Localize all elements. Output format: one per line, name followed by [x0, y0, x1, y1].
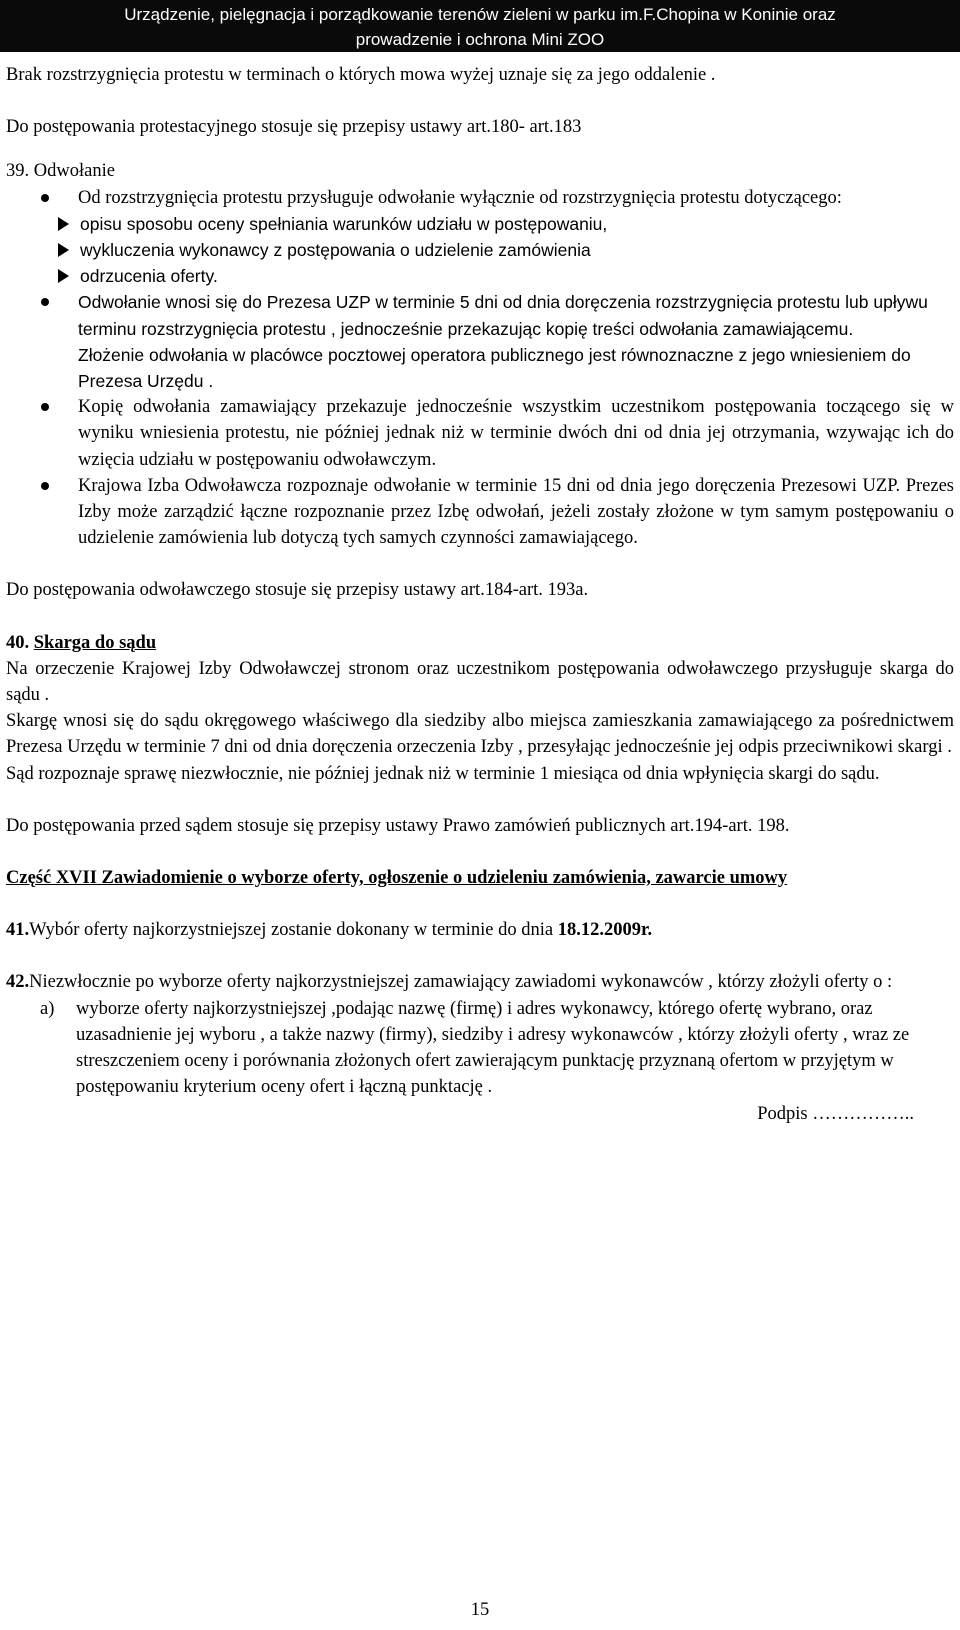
bullet-text: Kopię odwołania zamawiający przekazuje jednocześnie wszystkim uczestnikom postępowania toczącego się w wyniku wniesienia protestu, nie później jednak niż w terminie dwóch dni od dnia jej otrzymania, wzywając ich do wzięcia udziału w postępowaniu odwoławczym.	[78, 397, 954, 470]
intro-paragraph-2: Do postępowania protestacyjnego stosuje się przepisy ustawy art.180- art.183	[6, 117, 582, 138]
document-header	[0, 0, 960, 52]
section-39-list	[6, 185, 954, 552]
section-41	[6, 917, 954, 943]
list-marker: a)	[40, 998, 55, 1019]
list-item	[6, 185, 954, 290]
section-39-closing: Do postępowania odwoławczego stosuje się przepisy ustawy art.184-art. 193a.	[6, 580, 589, 601]
signature-line: Podpis ……………..	[757, 1103, 914, 1124]
sub-list	[6, 211, 954, 290]
section-40-paragraph-4: Do postępowania przed sądem stosuje się przepisy ustawy Prawo zamówień publicznych art.194-art. 198.	[6, 815, 790, 836]
list-item	[6, 289, 954, 394]
section-40-heading	[6, 630, 954, 656]
sub-list-item: odrzucenia oferty.	[6, 263, 954, 289]
section-39-title: Odwołanie	[33, 161, 115, 182]
section-42-list	[6, 996, 954, 1101]
section-40-paragraph-1: Na orzeczenie Krajowej Izby Odwoławczej stronom oraz uczestnikom postępowania odwoławczego przysługuje skarga do sądu .	[6, 658, 954, 706]
section-40-paragraph-3: Sąd rozpoznaje sprawę niezwłocznie, nie później jednak niż w terminie 1 miesiąca od dnia wpłynięcia skargi do sądu.	[6, 763, 880, 784]
bullet-text: Złożenie odwołania w placówce pocztowej operatora publicznego jest równoznaczne z jego wniesieniem do Prezesa Urzędu .	[78, 344, 911, 392]
section-41-number: 41.	[6, 920, 30, 941]
section-41-date: 18.12.2009r.	[557, 920, 653, 941]
section-40-number: 40.	[6, 632, 30, 653]
part-17-heading: Część XVII Zawiadomienie o wyborze oferty, ogłoszenie o udzieleniu zamówienia, zawarcie umowy	[6, 868, 788, 889]
list-item	[6, 473, 954, 552]
section-42-number: 42.	[6, 972, 30, 993]
header-line-1: Urządzenie, pielęgnacja i porządkowanie terenów zieleni w parku im.F.Chopina w Koninie oraz	[124, 5, 836, 24]
sub-list-item: opisu sposobu oceny spełniania warunków udziału w postępowaniu,	[6, 211, 954, 237]
list-item	[6, 394, 954, 473]
bullet-text: Krajowa Izba Odwoławcza rozpoznaje odwołanie w terminie 15 dni od dnia jego doręczenia Prezesowi UZP. Prezes Izby może zarządzić łączne rozpoznanie przez Izbę odwołań, jeżeli zostały złożone w tym samym postępowaniu o udzielenie zamówienia lub dotyczą tych samych czynności zamawiającego.	[78, 475, 954, 549]
section-39-heading	[6, 158, 954, 184]
intro-paragraph-1: Brak rozstrzygnięcia protestu w terminach o których mowa wyżej uznaje się za jego oddalenie .	[6, 65, 716, 85]
list-item	[6, 996, 954, 1101]
section-40-title: Skarga do sądu	[33, 632, 157, 653]
list-item-text: wyborze oferty najkorzystniejszej ,podając nazwę (firmę) i adres wykonawcy, którego ofertę wybrano, oraz uzasadnienie jej wyboru , a także nazwy (firmy), siedziby i adresy wykonawców , którzy złożyli oferty , wraz ze streszczeniem oceny i porównania złożonych ofert zawierającym punktację przyznaną ofertom w przyjętym w postępowaniu kryterium oceny ofert i łączną punktację .	[76, 998, 910, 1098]
section-39-number: 39.	[6, 161, 30, 182]
section-41-text: Wybór oferty najkorzystniejszej zostanie dokonany w terminie do dnia	[29, 920, 558, 941]
bullet-text: Od rozstrzygnięcia protestu przysługuje odwołanie wyłącznie od rozstrzygnięcia protestu dotyczącego:	[78, 187, 842, 208]
section-42-text: Niezwłocznie po wyborze oferty najkorzystniejszej zamawiający zawiadomi wykonawców , którzy złożyli oferty o :	[29, 972, 893, 993]
header-line-2: prowadzenie i ochrona Mini ZOO	[355, 30, 605, 49]
section-42	[6, 969, 954, 995]
page-number: 15	[470, 1600, 490, 1620]
bullet-text: Odwołanie wnosi się do Prezesa UZP w terminie 5 dni od dnia doręczenia rozstrzygnięcia protestu lub upływu terminu rozstrzygnięcia protestu , jednocześnie przekazując kopię treści odwołania zamawiającemu.	[78, 292, 928, 339]
sub-list-item: wykluczenia wykonawcy z postępowania o udzielenie zamówienia	[6, 237, 954, 263]
section-40-paragraph-2: Skargę wnosi się do sądu okręgowego właściwego dla siedziby albo miejsca zamieszkania zamawiającego za pośrednictwem Prezesa Urzędu w terminie 7 dni od dnia doręczenia orzeczenia Izby , przesyłając jednocześnie jej odpis przeciwnikowi skargi .	[6, 711, 954, 758]
page-body	[6, 62, 954, 1127]
